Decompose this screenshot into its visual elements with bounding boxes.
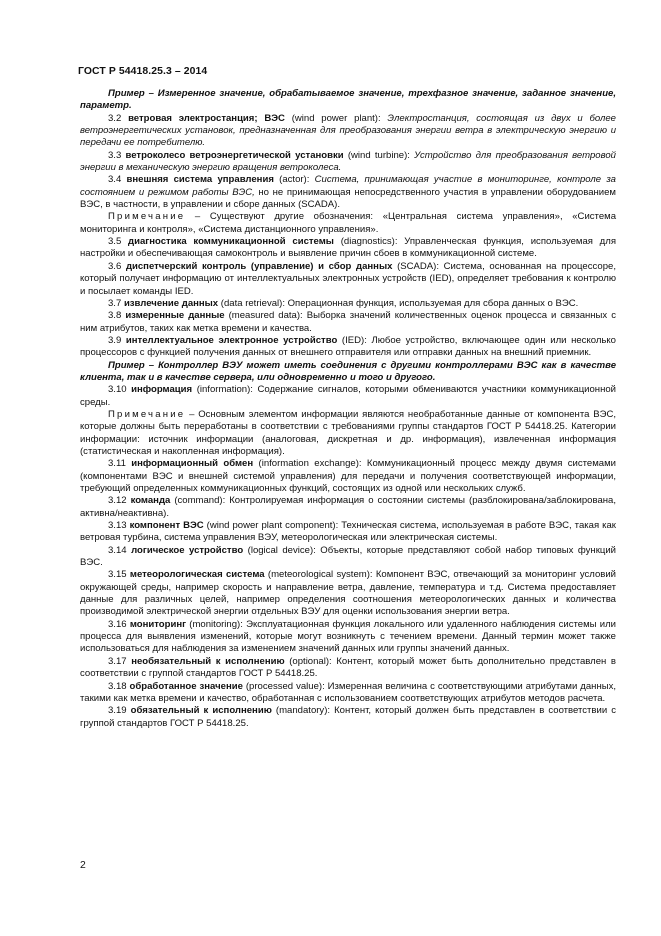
term-name: извлечение данных bbox=[123, 297, 219, 309]
term-name: ветровая электростанция; ВЭС bbox=[128, 112, 285, 124]
text-run: – Основным элементом информации являются необработанные данные от компонента ВЭС, которые должны быть переработаны в соответствии с требованиями группы стандартов ГОСТ Р 54418.25. Категории информации: источник информации (аналоговая, дискретная и др. информация), извлеченная информация (статистическая и накопленная информация). bbox=[80, 408, 616, 457]
text-run: (logical device): Объекты, которые представляют собой набор типовых функций ВЭС. bbox=[80, 544, 617, 569]
term-definition-3-6 bbox=[80, 261, 616, 298]
text-run: Электростанция, состоящая из двух и более ветроэнергетических установок, предназначенная для преобразования энергии ветра в электрическую энергию и передачи ее потребителю. bbox=[80, 112, 616, 149]
term-name: обработанное значение bbox=[129, 680, 243, 692]
text-run: 3.19 bbox=[108, 705, 131, 717]
text-run: (command): Контролируемая информация о состоянии системы (разблокирована/заблокирована, активна/неактивна). bbox=[80, 495, 616, 519]
text-run: (information): Содержание сигналов, которыми обмениваются участники коммуникационной среды. bbox=[80, 384, 616, 408]
text-run: Устройство для преобразования ветровой энергии в механическую энергию вращения ветроколеса. bbox=[80, 149, 616, 174]
term-name: логическое устройство bbox=[131, 544, 244, 556]
example-paragraph bbox=[80, 360, 616, 385]
text-run: (SCADA): Система, основанная на процессоре, который получает информацию от интеллектуальных электронных устройств (IED), определяет требования к контролю и посылает команды IED. bbox=[80, 260, 616, 297]
text-run: Пример – Контроллер ВЭУ может иметь соединения с другими контроллерами ВЭС как в качестве клиента, так и в качестве сервера, или одновременно и того и другого. bbox=[80, 359, 616, 383]
term-definition-3-11 bbox=[80, 458, 616, 495]
text-run: (mandatory): Контент, который должен быть представлен в соответствии с группой стандартов ГОСТ Р 54418.25. bbox=[80, 705, 616, 729]
text-run: (measured data): Выборка значений количественных оценок процесса и связанных с ним атрибутов, таких как метка времени и качества. bbox=[80, 310, 616, 334]
text-run: 3.8 bbox=[108, 310, 126, 322]
term-definition-3-15 bbox=[80, 569, 616, 618]
term-name: информационный обмен bbox=[131, 458, 254, 470]
text-run: 3.16 bbox=[108, 618, 130, 630]
text-run: Система, принимающая участие в мониторинге, контроле за состоянием и режимом работы ВЭС, bbox=[80, 174, 616, 198]
term-name: внешняя система управления bbox=[126, 174, 274, 186]
document-body bbox=[80, 88, 616, 730]
text-run: – Существуют другие обозначения: «Центральная система управления», «Система мониторинга и контроля», «Система дистанционного управления». bbox=[80, 211, 616, 235]
term-definition-3-19 bbox=[80, 705, 616, 730]
note-paragraph bbox=[80, 409, 616, 458]
text-run: 3.9 bbox=[108, 334, 126, 346]
text-run: 3.4 bbox=[108, 174, 127, 186]
text-run: (wind power plant component): Техническая система, используемая в работе ВЭС, такая как ветровая турбина, система управления ВЭУ, метеорологическая или электрическая системы. bbox=[80, 520, 616, 544]
text-run: (IED): Любое устройство, включающее один или несколько процессоров с функцией получения данных от внешнего отправителя или отправки данных на внешний приемник. bbox=[80, 334, 616, 359]
term-name: диспетчерский контроль (управление) и сбор данных bbox=[125, 260, 393, 272]
term-name: мониторинг bbox=[129, 618, 187, 630]
text-run: (meteorological system): Компонент ВЭС, отвечающий за мониторинг условий окружающей среды, например скорость и направление ветра, давление, температура и т.д. Система предоставляет данные для различных целей, например определения соотношения метеорологических данных и количества производимой электрической энергии отдельных ВЭУ для оценки использования энергии ветра. bbox=[80, 569, 616, 618]
text-run: (information exchange): Коммуникационный процесс между двумя системами (компонентами ВЭС и внешней системой управления) для передачи и получения соответствующей информации, требующий определенных коммуникационных функций, состоящих из одной или нескольких служб. bbox=[80, 458, 616, 494]
text-run: 3.10 bbox=[108, 384, 132, 396]
term-definition-3-16 bbox=[80, 619, 616, 656]
text-run: 3.7 bbox=[108, 297, 124, 309]
text-run: 3.17 bbox=[108, 655, 132, 667]
term-definition-3-4 bbox=[80, 174, 616, 211]
term-definition-3-5 bbox=[80, 236, 616, 261]
term-definition-3-17 bbox=[80, 656, 616, 681]
text-run: (diagnostics): Управленческая функция, используемая для настройки и обеспечивающая самоконтроль и выявление причин сбоев в коммуникационной системе. bbox=[80, 236, 616, 260]
document-header: ГОСТ Р 54418.25.3 – 2014 bbox=[78, 66, 208, 77]
text-run: 3.13 bbox=[108, 520, 130, 532]
term-definition-3-2 bbox=[80, 113, 616, 150]
text-run: (monitoring): Эксплуатационная функция локального или удаленного наблюдения системы или процесса для выявления изменений, которые могут возникнуть с течением времени. Данный термин может также использоваться для наблюдения за изменением значений данных или группы значений данных. bbox=[80, 618, 617, 655]
text-run: 3.2 bbox=[108, 112, 129, 124]
term-definition-3-10 bbox=[80, 384, 616, 409]
text-run: но не принимающая непосредственного участия в управлении оборудованием ВЭС, в частности, в управлении и сборе данных (SCADA). bbox=[80, 186, 616, 211]
term-name: компонент ВЭС bbox=[129, 520, 204, 532]
text-run: 3.14 bbox=[108, 544, 132, 556]
text-run: (optional): Контент, который может быть дополнительно представлен в соответствии с группой стандартов ГОСТ Р 54418.25. bbox=[80, 655, 616, 680]
text-run: Пример – Измеренное значение, обрабатываемое значение, трехфазное значение, заданное значение, параметр. bbox=[80, 88, 616, 112]
term-name: ветроколесо ветроэнергетической установки bbox=[125, 149, 344, 161]
term-name: команда bbox=[130, 495, 171, 507]
term-definition-3-13 bbox=[80, 520, 616, 545]
note-paragraph bbox=[80, 211, 616, 236]
text-run: (actor): bbox=[273, 174, 315, 186]
text-run: 3.11 bbox=[108, 458, 132, 470]
text-run: 3.3 bbox=[108, 149, 126, 161]
term-definition-3-9 bbox=[80, 335, 616, 360]
term-definition-3-14 bbox=[80, 545, 616, 570]
term-definition-3-7 bbox=[80, 298, 616, 310]
term-name: обязательный к исполнению bbox=[130, 705, 272, 717]
text-run: 3.6 bbox=[108, 260, 126, 272]
text-run: (wind turbine): bbox=[343, 149, 415, 161]
text-run: 3.18 bbox=[108, 680, 130, 692]
term-name: метеорологическая система bbox=[129, 569, 265, 581]
term-name: необязательный к исполнению bbox=[131, 655, 285, 667]
term-name: информация bbox=[131, 384, 193, 396]
note-label: Примечание bbox=[108, 408, 186, 420]
term-name: интеллектуальное электронное устройство bbox=[125, 334, 338, 346]
text-run: 3.5 bbox=[108, 236, 129, 248]
page-number: 2 bbox=[80, 860, 86, 871]
text-run: (wind power plant): bbox=[284, 112, 388, 124]
text-run: (processed value): Измеренная величина с соответствующими атрибутами данных, такими как метка времени и качество, обработанная с использованием соответствующих атрибутов методов расчета. bbox=[80, 680, 617, 704]
text-run: 3.15 bbox=[108, 569, 130, 581]
term-name: измеренные данные bbox=[125, 310, 225, 322]
text-run: (data retrieval): Операционная функция, используемая для сбора данных о ВЭС. bbox=[218, 297, 579, 309]
term-definition-3-3 bbox=[80, 150, 616, 175]
term-name: диагностика коммуникационной системы bbox=[128, 236, 334, 248]
term-definition-3-8 bbox=[80, 310, 616, 335]
note-label: Примечание bbox=[108, 211, 186, 223]
text-run: 3.12 bbox=[108, 495, 131, 507]
term-definition-3-18 bbox=[80, 681, 616, 706]
example-paragraph bbox=[80, 88, 616, 113]
term-definition-3-12 bbox=[80, 495, 616, 520]
